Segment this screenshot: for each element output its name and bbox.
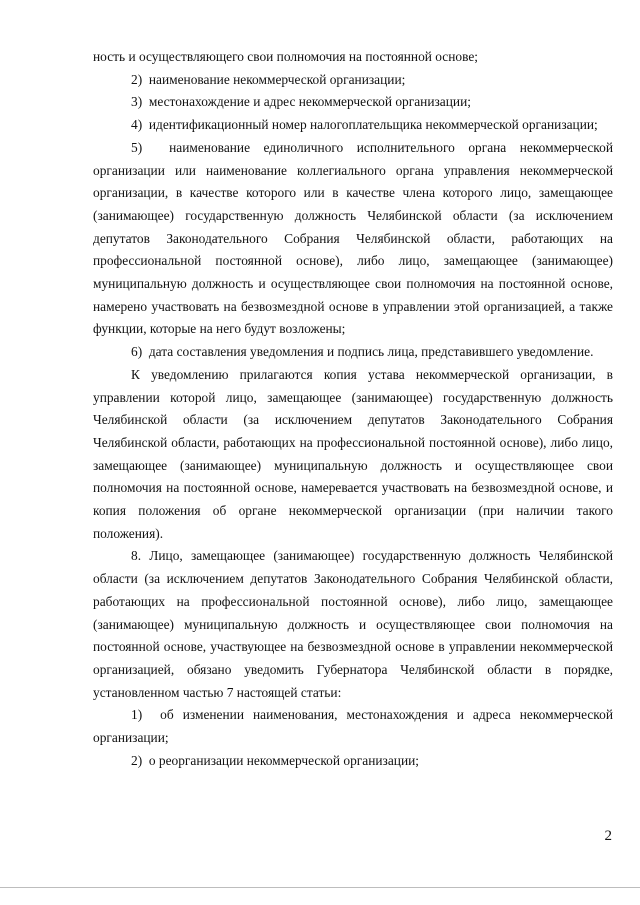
list-item-6: 6) дата составления уведомления и подпись лица, представившего уведомление. <box>131 344 594 360</box>
page-number: 2 <box>604 828 612 844</box>
list-item-2: 2) наименование некоммерческой организации; <box>131 71 406 87</box>
attachments-paragraph: К уведомлению прилагаются копия устава некоммерческой организации, в управлении которой лицо, замещающее (занимающее) государственную должность Челябинской области (за исключением депутатов Законодательного Собрания Челябинской области, работающих на профессиональной постоянной основе), либо лицо, замещающее (занимающее) муниципальную должность и осуществляющее свои полномочия на постоянной основе, намеревается участвовать на безвозмездной основе, и копия положения об органе некоммерческой организации (при наличии такого положения). <box>93 366 613 541</box>
section-8-paragraph: 8. Лицо, замещающее (занимающее) государственную должность Челябинской области (за исключением депутатов Законодательного Собрания Челябинской области, работающих на профессиональной постоянной основе), либо лицо, замещающее (занимающее) муниципальную должность и осуществляющее свои полномочия на постоянной основе, участвующее на безвозмездной основе в управлении некоммерческой организацией, обязано уведомить Губернатора Челябинской области в порядке, установленном частью 7 настоящей статьи: <box>93 548 613 700</box>
notify-item-2: 2) о реорганизации некоммерческой организации; <box>131 752 419 768</box>
notify-item-1: 1) об изменении наименования, местонахождения и адреса некоммерческой организации; <box>93 707 613 746</box>
bottom-divider <box>0 887 640 888</box>
list-item-3: 3) местонахождение и адрес некоммерческой организации; <box>131 94 471 110</box>
list-item-5: 5) наименование единоличного исполнительного органа некоммерческой организации или наименование коллегиального органа управления некоммерческой организации, в качестве которого или в качестве члена которого лицо, замещающее (занимающее) государственную должность Челябинской области (за исключением депутатов Законодательного Собрания Челябинской области, работающих на профессиональной постоянной основе), либо лицо, замещающее (занимающее) муниципальную должность и осуществляющее свои полномочия на постоянной основе, намерено участвовать на безвозмездной основе в управлении этой организацией, а также функции, которые на него будут возложены; <box>93 139 613 337</box>
paragraph-continuation: ность и осуществляющего свои полномочия на постоянной основе; <box>93 49 479 64</box>
list-item-4: 4) идентификационный номер налогоплательщика некоммерческой организации; <box>131 117 598 133</box>
body-text <box>93 46 613 773</box>
